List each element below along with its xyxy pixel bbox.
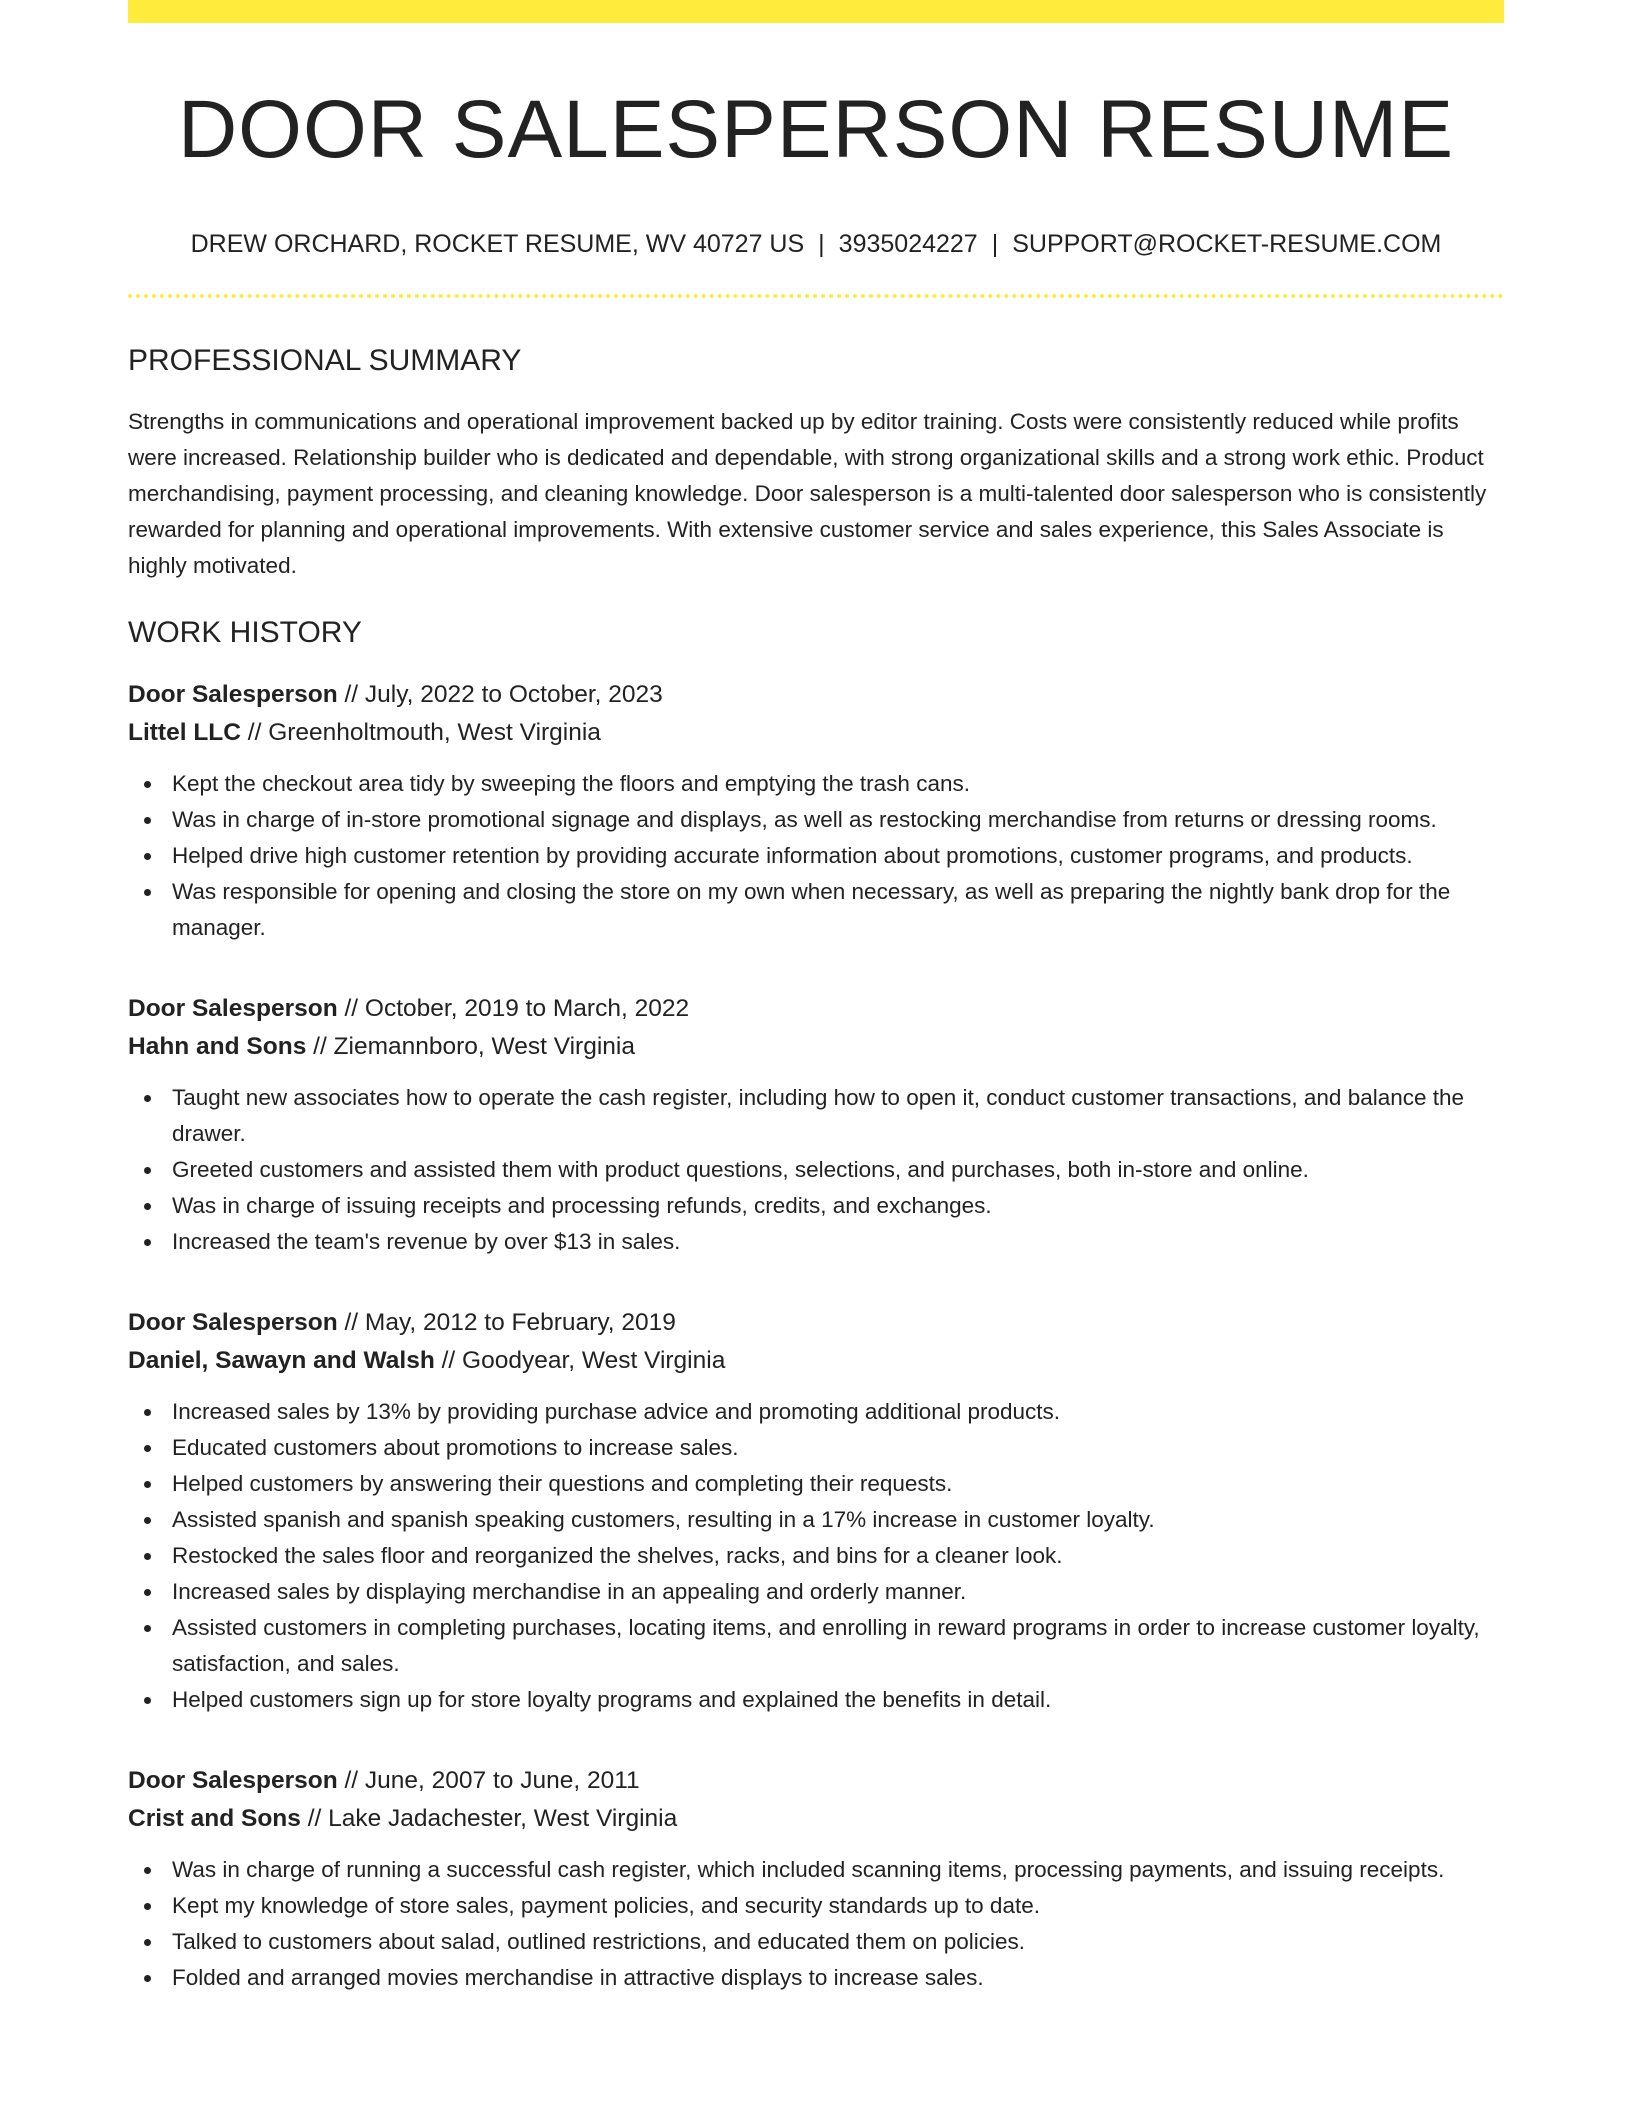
job-company-line (128, 1342, 1504, 1380)
job-dates: // October, 2019 to March, 2022 (344, 995, 690, 1022)
job-company-line (128, 1800, 1504, 1838)
job-bullet: Increased the team's revenue by over $13 in sales. (128, 1224, 1504, 1260)
job-company: Littel LLC (128, 719, 241, 746)
job-entry (128, 1762, 1504, 1996)
contact-separator: | (818, 230, 825, 258)
job-bullet: Talked to customers about salad, outlined restrictions, and educated them on policies. (128, 1924, 1504, 1960)
job-title-line (128, 990, 1504, 1028)
job-title-line (128, 1304, 1504, 1342)
contact-separator: | (991, 230, 999, 258)
job-bullet: Assisted customers in completing purchases, locating items, and enrolling in reward programs in order to increase customer loyalty, satisfaction, and sales. (128, 1610, 1504, 1682)
summary-heading: PROFESSIONAL SUMMARY (128, 344, 522, 377)
job-location: // Lake Jadachester, West Virginia (307, 1805, 678, 1832)
resume-page (128, 0, 1504, 1996)
contact-phone: 3935024227 (838, 230, 978, 258)
job-dates: // July, 2022 to October, 2023 (344, 681, 663, 708)
job-bullet: Was in charge of in-store promotional signage and displays, as well as restocking merchandise from returns or dressing rooms. (128, 802, 1504, 838)
job-bullet: Educated customers about promotions to increase sales. (128, 1430, 1504, 1466)
job-title: Door Salesperson (128, 1309, 338, 1336)
resume-title: DOOR SALESPERSON RESUME (177, 84, 1455, 175)
job-title-line (128, 676, 1504, 714)
job-bullet: Was in charge of issuing receipts and processing refunds, credits, and exchanges. (128, 1188, 1504, 1224)
job-company-line (128, 714, 1504, 752)
job-title: Door Salesperson (128, 995, 338, 1022)
contact-email: SUPPORT@ROCKET-RESUME.COM (1012, 230, 1442, 258)
job-entry (128, 990, 1504, 1260)
job-bullet: Restocked the sales floor and reorganized the shelves, racks, and bins for a cleaner look. (128, 1538, 1504, 1574)
job-dates: // May, 2012 to February, 2019 (344, 1309, 676, 1336)
job-bullets (128, 1852, 1504, 1996)
job-bullet: Kept my knowledge of store sales, payment policies, and security standards up to date. (128, 1888, 1504, 1924)
job-location: // Greenholtmouth, West Virginia (247, 719, 601, 746)
job-dates: // June, 2007 to June, 2011 (344, 1767, 640, 1794)
job-location: // Ziemannboro, West Virginia (313, 1033, 635, 1060)
job-bullet: Helped customers by answering their questions and completing their requests. (128, 1466, 1504, 1502)
job-company-line (128, 1028, 1504, 1066)
contact-address: DREW ORCHARD, ROCKET RESUME, WV 40727 US (190, 230, 805, 258)
job-bullet: Kept the checkout area tidy by sweeping the floors and emptying the trash cans. (128, 766, 1504, 802)
job-bullet: Folded and arranged movies merchandise in attractive displays to increase sales. (128, 1960, 1504, 1996)
job-bullet: Greeted customers and assisted them with product questions, selections, and purchases, both in-store and online. (128, 1152, 1504, 1188)
job-title: Door Salesperson (128, 1767, 338, 1794)
job-bullet: Taught new associates how to operate the cash register, including how to open it, conduct customer transactions, and balance the drawer. (128, 1080, 1504, 1152)
job-bullet: Assisted spanish and spanish speaking customers, resulting in a 17% increase in customer loyalty. (128, 1502, 1504, 1538)
contact-line (128, 228, 1504, 260)
job-title: Door Salesperson (128, 681, 338, 708)
job-bullet: Increased sales by displaying merchandise in an appealing and orderly manner. (128, 1574, 1504, 1610)
job-bullets (128, 1080, 1504, 1260)
job-bullet: Increased sales by 13% by providing purchase advice and promoting additional products. (128, 1394, 1504, 1430)
job-company: Hahn and Sons (128, 1033, 307, 1060)
job-bullet: Was in charge of running a successful cash register, which included scanning items, processing payments, and issuing receipts. (128, 1852, 1504, 1888)
job-bullets (128, 1394, 1504, 1718)
job-bullet: Helped customers sign up for store loyalty programs and explained the benefits in detail. (128, 1682, 1504, 1718)
job-bullet: Helped drive high customer retention by providing accurate information about promotions, customer programs, and products. (128, 838, 1504, 874)
job-entry (128, 1304, 1504, 1718)
job-company: Crist and Sons (128, 1805, 301, 1832)
job-bullet: Was responsible for opening and closing the store on my own when necessary, as well as preparing the nightly bank drop for the manager. (128, 874, 1504, 946)
job-company: Daniel, Sawayn and Walsh (128, 1347, 435, 1374)
job-title-line (128, 1762, 1504, 1800)
work-history-heading: WORK HISTORY (128, 616, 362, 649)
job-bullets (128, 766, 1504, 946)
job-location: // Goodyear, West Virginia (441, 1347, 726, 1374)
job-entry (128, 676, 1504, 946)
summary-text: Strengths in communications and operational improvement backed up by editor training. Costs were consistently reduced while profits were increased. Relationship builder who is dedicated and dependable, with strong organizational skills and a strong work ethic. Product merchandising, payment processing, and cleaning knowledge. Door salesperson is a multi-talented door salesperson who is consistently rewarded for planning and operational improvements. With extensive customer service and sales experience, this Sales Associate is highly motivated. (128, 409, 1487, 578)
dotted-divider (128, 294, 1504, 298)
